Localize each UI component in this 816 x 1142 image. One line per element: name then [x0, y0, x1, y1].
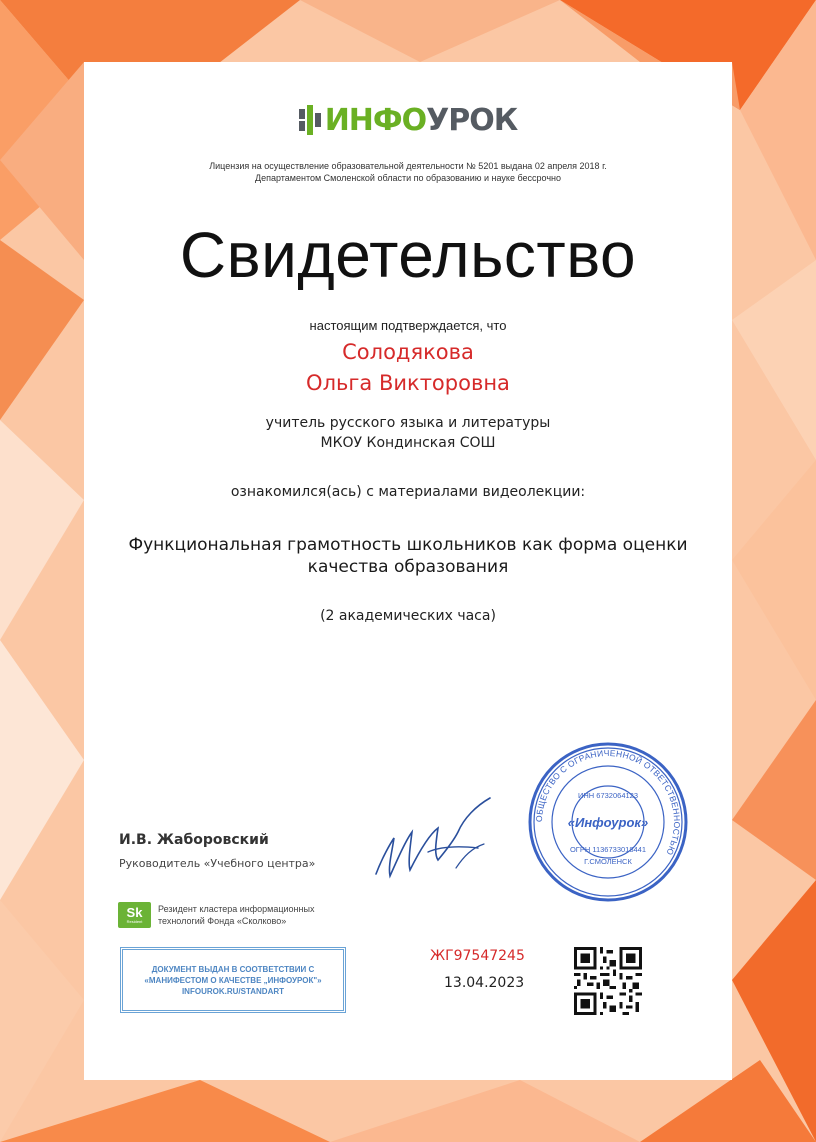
logo-bars-icon [299, 105, 321, 135]
company-seal-stamp [526, 740, 690, 904]
skolkovo-line-2: технологий Фонда «Сколково» [158, 916, 287, 926]
license-line-2: Департаментом Смоленской области по образованию и науке бессрочно [254, 173, 562, 183]
course-line-1: Функциональная грамотность школьников как форма оценки [128, 535, 688, 555]
manifest-line-2: «МАНИФЕСТОМ О КАЧЕСТВЕ „ИНФОУРОК"» [144, 975, 322, 985]
signer-name: И.В. Жаборовский [119, 832, 269, 848]
skolkovo-badge-letters: Sk [126, 905, 143, 920]
seal-inn: ИНН 6732064123 [577, 791, 639, 800]
skolkovo-resident-text [158, 903, 314, 927]
recipient-surname: Солодякова [342, 340, 474, 364]
course-title [0, 534, 816, 578]
seal-center-text: «Инфоурок» [567, 815, 649, 830]
familiar-statement: ознакомился(ась) с материалами видеолекции: [230, 484, 586, 500]
issue-date: 13.04.2023 [444, 975, 525, 991]
course-hours: (2 академических часа) [320, 608, 496, 624]
logo-text-info: ИНФО [324, 102, 427, 138]
qr-code-icon [574, 947, 642, 1015]
infourok-logo [0, 100, 816, 140]
confirm-text: настоящим подтверждается, что [309, 318, 507, 333]
license-line-1: Лицензия на осуществление образовательной деятельности № 5201 выдана 02 апреля 2018 г. [209, 161, 607, 171]
license-text [0, 160, 816, 184]
quality-manifest-box [120, 947, 346, 1013]
certificate-title: Свидетельство [179, 219, 637, 291]
signer-role: Руководитель «Учебного центра» [119, 857, 316, 870]
seal-ogrn: ОГРН 1136733018441 [569, 845, 647, 854]
recipient-position [0, 413, 816, 453]
position-line-1: учитель русского языка и литературы [265, 415, 551, 431]
logo-text-urok: УРОК [426, 102, 518, 138]
manifest-line-3: INFOUROK.RU/STANDART [181, 986, 285, 996]
skolkovo-badge-icon [118, 902, 151, 928]
skolkovo-line-1: Резидент кластера информационных [158, 904, 315, 914]
recipient-given-name: Ольга Викторовна [306, 371, 510, 395]
position-line-2: МКОУ Кондинская СОШ [320, 435, 496, 451]
seal-ring-text: ОБЩЕСТВО С ОГРАНИЧЕННОЙ ОТВЕТСТВЕННОСТЬЮ [533, 747, 683, 857]
skolkovo-badge-sub: Resident [126, 919, 143, 924]
seal-city: Г.СМОЛЕНСК [584, 857, 632, 866]
manifest-line-1: ДОКУМЕНТ ВЫДАН В СООТВЕТСТВИИ С [151, 964, 315, 974]
course-line-2: качества образования [307, 557, 509, 577]
signature-image [368, 788, 498, 898]
certificate-number: ЖГ97547245 [430, 948, 525, 964]
